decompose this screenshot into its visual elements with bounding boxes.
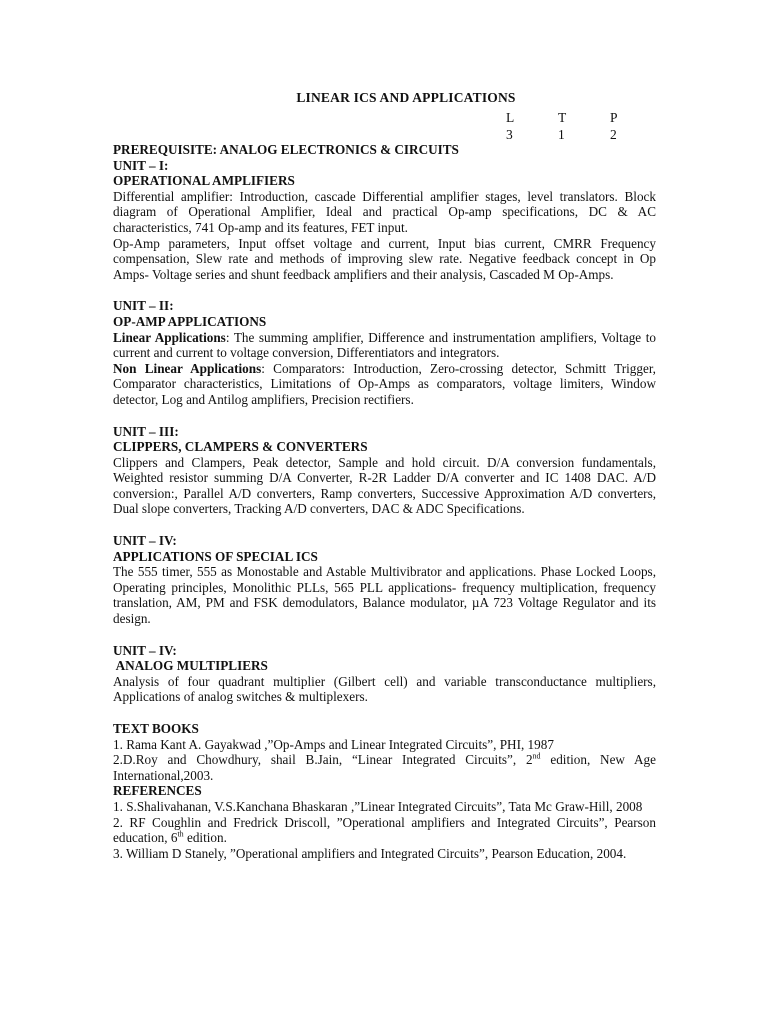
references-heading: REFERENCES <box>113 783 202 799</box>
unit-1-label: UNIT – I: <box>113 157 169 173</box>
unit-5-heading: ANALOG MULTIPLIERS <box>113 658 268 674</box>
reference-2 <box>113 815 656 846</box>
text-book-2-end: edition, New Age International,2003. <box>113 752 656 783</box>
text-books-heading: TEXT BOOKS <box>113 721 199 736</box>
ltp-header-p: P <box>610 110 618 125</box>
reference-2-end: edition. <box>183 830 227 846</box>
ltp-header-l: L <box>506 110 515 125</box>
unit-1-paragraph-2: Op-Amp parameters, Input offset voltage and current, Input bias current, CMRR Frequency compensation, Slew rate and methods of improving slew rate. Negative feedback concept in Op Amps- Voltage series and shunt feedback amplifiers and their analysis, Cascaded M Op-Amps. <box>113 235 656 282</box>
text-book-2-main: 2.D.Roy and Chowdhury, shail B.Jain, “Linear Integrated Circuits”, 2 <box>113 752 533 768</box>
reference-2-main: 2. RF Coughlin and Fredrick Driscoll, ”Operational amplifiers and Integrated Circuits”, Pearson education, 6 <box>113 814 656 846</box>
unit-3-label: UNIT – III: <box>113 423 179 439</box>
syllabus-content <box>113 142 656 861</box>
unit-4-paragraph-1: The 555 timer, 555 as Monostable and Astable Multivibrator and applications. Phase Locked Loops, Operating principles, Monolithic PLLs, 565 PLL applications- frequency multiplication, frequency translation, AM, PM and FSK demodulators, Balance modulator, µA 723 Voltage Regulator and its design. <box>113 564 656 627</box>
text-book-1: 1. Rama Kant A. Gayakwad ,”Op-Amps and Linear Integrated Circuits”, PHI, 1987 <box>113 736 554 752</box>
unit-4-label: UNIT – IV: <box>113 533 177 549</box>
unit-2-heading: OP-AMP APPLICATIONS <box>113 313 267 329</box>
unit-2-label: UNIT – II: <box>113 298 174 314</box>
ltp-table <box>506 109 662 143</box>
reference-2-sup: th <box>177 829 184 839</box>
page-title: LINEAR ICS AND APPLICATIONS <box>296 90 516 105</box>
linear-applications-label: Linear Applications <box>113 329 226 345</box>
reference-3: 3. William D Stanely, ”Operational amplifiers and Integrated Circuits”, Pearson Education, 2004. <box>113 845 627 861</box>
ltp-value-p: 2 <box>610 127 617 142</box>
unit-2-nonlinear-paragraph <box>113 361 656 408</box>
ltp-value-l: 3 <box>506 127 513 142</box>
prerequisite: PREREQUISITE: ANALOG ELECTRONICS & CIRCUITS <box>113 142 459 157</box>
text-book-2 <box>113 752 656 783</box>
unit-1-heading: OPERATIONAL AMPLIFIERS <box>113 173 295 189</box>
unit-1-paragraph-1: Differential amplifier: Introduction, cascade Differential amplifier stages, level translators. Block diagram of Operational Amplifier, Ideal and practical Op-amp specifications, DC & AC characteristics, 741 Op-amp and its features, FET input. <box>113 188 656 235</box>
unit-5-label: UNIT – IV: <box>113 642 177 658</box>
nonlinear-applications-text: : Comparators: Introduction, Zero-crossing detector, Schmitt Trigger, Comparator characteristics, Limitations of Op-Amps as comparators, voltage limiters, Window detector, Log and Antilog amplifiers, Precision rectifiers. <box>113 360 656 407</box>
unit-2-linear-paragraph <box>113 330 656 361</box>
unit-3-paragraph-1: Clippers and Clampers, Peak detector, Sample and hold circuit. D/A conversion fundamentals, Weighted resistor summing D/A Converter, R-2R Ladder D/A converter and IC 1408 DAC. A/D conversion:, Parallel A/D converters, Ramp converters, Successive Approximation A/D converters, Dual slope converters, Tracking A/D converters, DAC & ADC Specifications. <box>113 454 656 517</box>
nonlinear-applications-label: Non Linear Applications <box>113 360 262 376</box>
reference-1: 1. S.Shalivahanan, V.S.Kanchana Bhaskaran ,”Linear Integrated Circuits”, Tata Mc Graw-Hill, 2008 <box>113 798 643 814</box>
ltp-header-t: T <box>558 110 567 125</box>
ltp-header-row <box>506 109 662 126</box>
linear-applications-text: : The summing amplifier, Difference and instrumentation amplifiers, Voltage to current and current to voltage conversion, Differentiators and integrators. <box>113 329 656 361</box>
unit-4-heading: APPLICATIONS OF SPECIAL ICS <box>113 548 318 564</box>
unit-3-heading: CLIPPERS, CLAMPERS & CONVERTERS <box>113 439 368 455</box>
unit-5-paragraph-1: Analysis of four quadrant multiplier (Gilbert cell) and variable transconductance multipliers, Applications of analog switches & multiplexers. <box>113 673 656 705</box>
text-book-2-sup: nd <box>532 751 541 761</box>
ltp-value-t: 1 <box>558 127 565 142</box>
ltp-value-row <box>506 126 662 143</box>
